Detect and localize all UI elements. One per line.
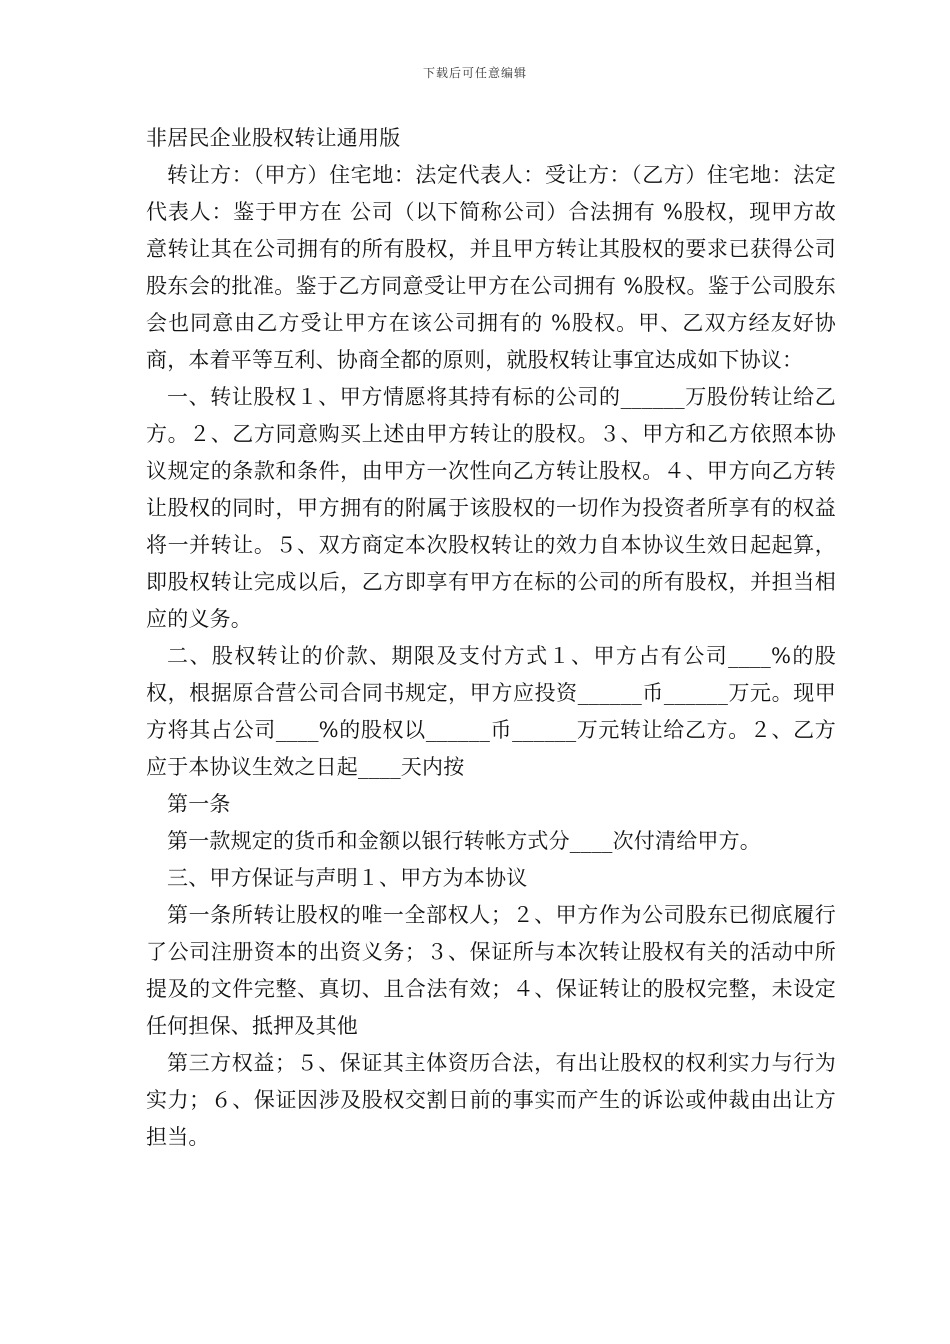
paragraph-parties: 转让方：（甲方）住宅地：法定代表人：受让方：（乙方）住宅地：法定代表人：鉴于甲方在 公司（以下简称公司）合法拥有 %股权，现甲方故意转让其在公司拥有的所有股权，并且甲方转让其股权的要求已获得公司股东会的批准。鉴于乙方同意受让甲方在公司拥有 %股权。鉴于公司股东会也同意由乙方受让甲方在该公司拥有的 %股权。甲、乙双方经友好协商，本着平等互利、协商全都的原则，就股权转让事宜达成如下协议： [146,163,836,372]
document-title: 非居民企业股权转让通用版 [146,126,401,150]
paragraph-third-party-rights: 第三方权益；５、保证其主体资历合法，有出让股权的权利实力与行为实力；６、保证因涉及股权交割日前的事实而产生的诉讼或仲裁由出让方担当。 [146,1051,836,1149]
paragraph-warranties-list: 第一条所转让股权的唯一全部权人；２、甲方作为公司股东已彻底履行了公司注册资本的出资义务；３、保证所与本次转让股权有关的活动中所提及的文件完整、真切、且合法有效；４、保证转让的股权完整，未设定任何担保、抵押及其他 [146,903,836,1038]
paragraph-warranties-heading: 三、甲方保证与声明１、甲方为本协议 [167,866,528,890]
page-header-note: 下载后可任意编辑 [422,66,527,80]
paragraph-price-payment: 二、股权转让的价款、期限及支付方式１、甲方占有公司____%的股权，根据原合营公司合同书规定，甲方应投资______币______万元。现甲方将其占公司____%的股权以______币______万元转让给乙方。２、乙方应于本协议生效之日起____天内按 [146,644,836,779]
paragraph-article-one: 第一条 [167,792,231,816]
paragraph-clause-one: 第一款规定的货币和金额以银行转帐方式分____次付清给甲方。 [167,829,761,853]
document-body [146,120,836,1156]
paragraph-transfer-equity: 一、转让股权１、甲方情愿将其持有标的公司的______万股份转让给乙方。２、乙方同意购买上述由甲方转让的股权。３、甲方和乙方依照本协议规定的条款和条件，由甲方一次性向乙方转让股权。４、甲方向乙方转让股权的同时，甲方拥有的附属于该股权的一切作为投资者所享有的权益将一并转让。５、双方商定本次股权转让的效力自本协议生效日起起算，即股权转让完成以后，乙方即享有甲方在标的公司的所有股权，并担当相应的义务。 [146,385,836,631]
